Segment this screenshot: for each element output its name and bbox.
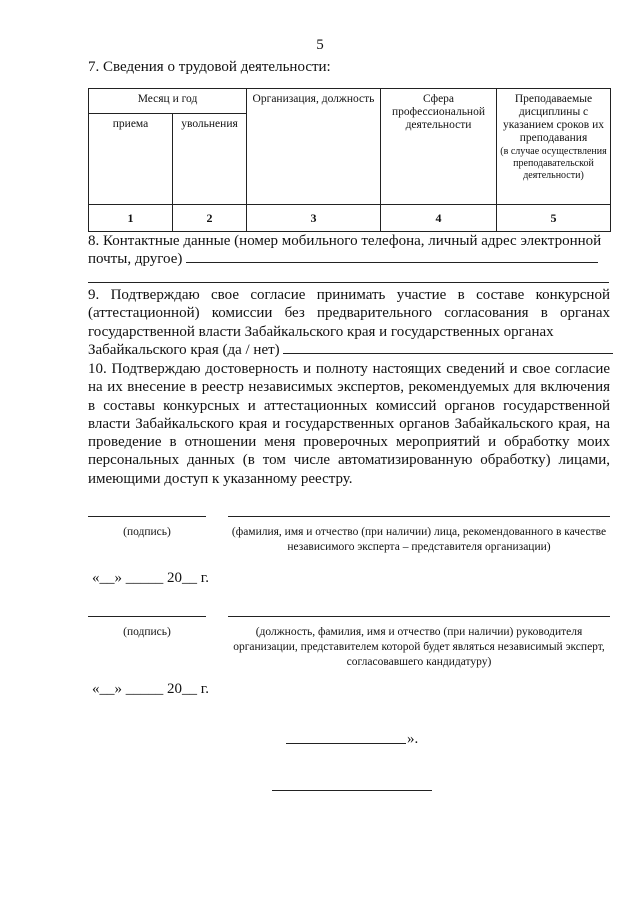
header-hire: приема [89,114,173,205]
expert-name-line[interactable] [228,516,610,517]
final-divider [272,790,432,791]
section-9-consent-label: Забайкальского края (да / нет) [88,341,280,358]
header-organization: Организация, должность [247,89,381,205]
signature-caption: (подпись) [123,526,171,538]
section-9-text: 9. Подтверждаю свое согласие принимать участие в составе конкурсной (аттестационной) комиссии без предварительного согласования в органах государственной власти Забайкальского края и государственных органах [88,287,610,340]
column-number: 3 [247,205,381,232]
signature-line[interactable] [88,616,206,617]
closing-line [286,743,406,744]
section-9-last-line [88,341,610,359]
date-field[interactable]: «__» _____ 20__ г. [92,570,209,586]
column-number: 5 [497,205,611,232]
contact-data-field[interactable] [186,261,598,263]
date-field[interactable]: «__» _____ 20__ г. [92,681,209,697]
column-number: 2 [173,205,247,232]
section-8-line-2 [88,250,610,268]
section-10: 10. Подтверждаю достоверность и полноту настоящих сведений и свое согласие на их внесение в реестр независимых экспертов, рекомендуемых для включения в составы конкурсных и аттестационных комиссий органов государственной власти Забайкальского края и государственных органов Забайкальского края, на проведение в отношении меня проверочных мероприятий и обработку моих персональных данных (в том числе автоматизированную обработку) лицами, имеющими доступ к указанному реестру. [88,361,610,487]
section-8-line-1: 8. Контактные данные (номер мобильного телефона, личный адрес электронной [88,233,602,249]
consent-answer-field[interactable] [283,352,613,354]
header-disciplines [497,89,611,205]
expert-name-caption: (фамилия, имя и отчество (при наличии) лица, рекомендованного в качестве независимого эксперта – представителя организации) [231,526,607,553]
column-number: 1 [89,205,173,232]
header-disciplines-label: Преподаваемые дисциплины с указанием сроков их преподавания [502,93,605,144]
section-8 [88,232,610,269]
header-month-year: Месяц и год [89,89,247,114]
section-8-label: почты, другое) [88,251,183,268]
employment-table [88,88,611,232]
closing-quote: ». [407,731,419,747]
signature-line[interactable] [88,516,206,517]
section-7-heading: 7. Сведения о трудовой деятельности: [88,59,331,75]
head-name-line[interactable] [228,616,610,617]
section-9 [88,286,610,359]
header-disciplines-note: (в случае осуществления преподавательской деятельности) [500,146,607,181]
head-name-caption: (должность, фамилия, имя и отчество (при наличии) руководителя организации, представителем которой будет являться независимый эксперт, согласовавшего кандидатуру) [233,626,605,668]
header-dismissal: увольнения [173,114,247,205]
page-number: 5 [316,37,324,53]
contact-data-field-line-2[interactable] [88,282,609,283]
header-professional-field: Сфера профессиональной деятельности [381,89,497,205]
column-number: 4 [381,205,497,232]
signature-caption: (подпись) [123,626,171,638]
